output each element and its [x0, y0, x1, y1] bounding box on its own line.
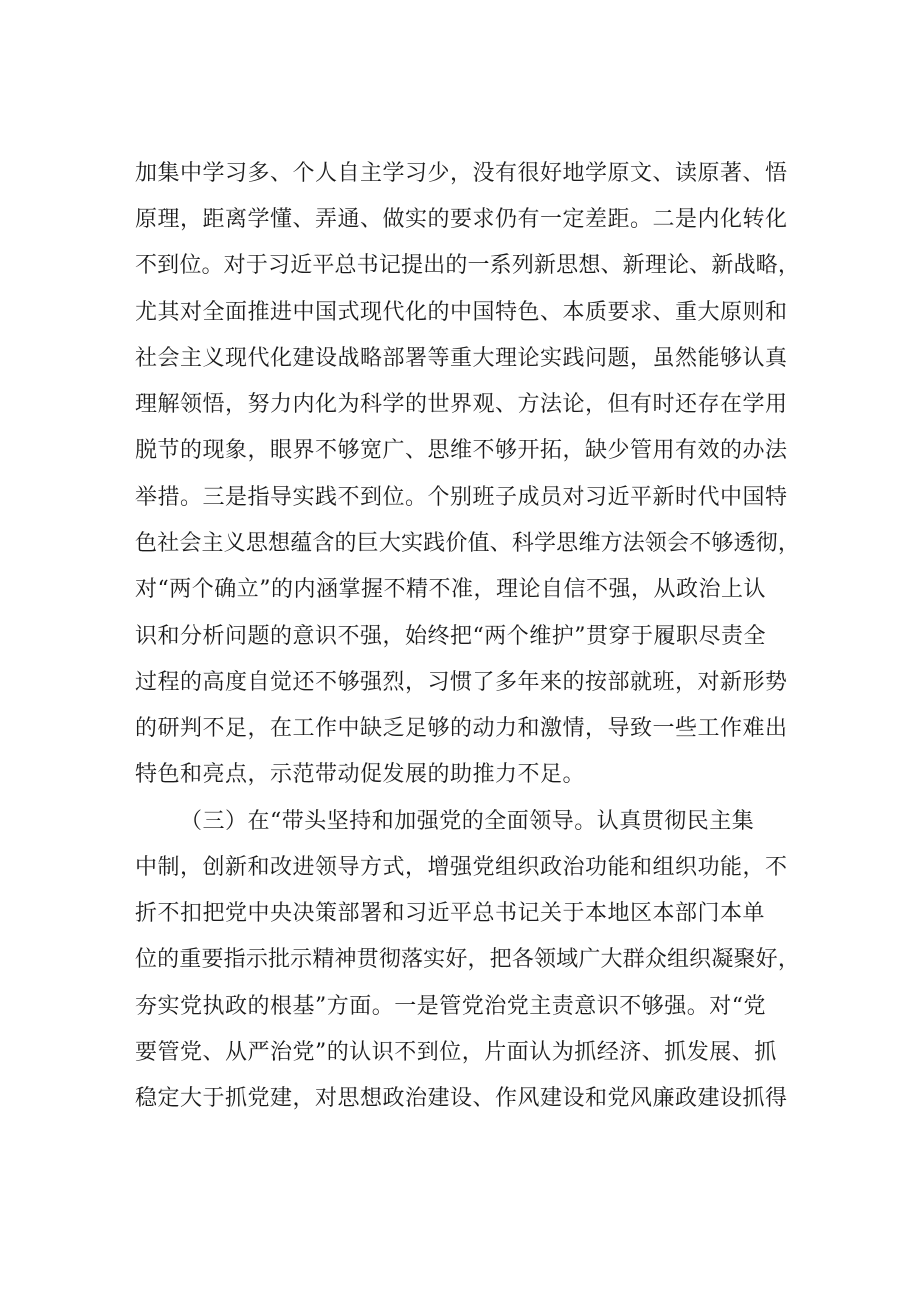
- text-line: 中制，创新和改进领导方式，增强党组织政治功能和组织功能，不: [135, 855, 788, 880]
- text-line: 尤其对全面推进中国式现代化的中国特色、本质要求、重大原则和: [135, 300, 788, 325]
- text-line: 过程的高度自觉还不够强烈，习惯了多年来的按部就班，对新形势: [135, 670, 788, 695]
- text-line: 脱节的现象，眼界不够宽广、思维不够开拓，缺少管用有效的办法: [135, 438, 788, 463]
- text-line: 稳定大于抓党建，对思想政治建设、作风建设和党风廉政建设抓得: [135, 1086, 788, 1111]
- text-line: 特色和亮点，示范带动促发展的助推力不足。: [135, 762, 586, 787]
- text-line: 要管党、从严治党”的认识不到位，片面认为抓经济、抓发展、抓: [135, 1040, 777, 1065]
- text-line: 社会主义现代化建设战略部署等重大理论实践问题，虽然能够认真: [135, 346, 788, 371]
- text-line: 折不扣把党中央决策部署和习近平总书记关于本地区本部门本单: [135, 901, 766, 926]
- paragraph-start-line: （三）在“带头坚持和加强党的全面领导。认真贯彻民主集: [180, 809, 755, 834]
- text-line: 夯实党执政的根基”方面。一是管党治党主责意识不够强。对“党: [135, 994, 766, 1019]
- text-line: 加集中学习多、个人自主学习少，没有很好地学原文、读原著、悟: [135, 161, 788, 186]
- text-line: 对“两个确立”的内涵掌握不精不准，理论自信不强，从政治上认: [135, 577, 766, 602]
- text-line: 举措。三是指导实践不到位。个别班子成员对习近平新时代中国特: [135, 485, 788, 510]
- text-line: 识和分析问题的意识不强，始终把“两个维护”贯穿于履职尽责全: [135, 624, 766, 649]
- text-line: 位的重要指示批示精神贯彻落实好，把各领域广大群众组织凝聚好，: [135, 947, 801, 972]
- text-line: 的研判不足，在工作中缺乏足够的动力和激情，导致一些工作难出: [135, 716, 788, 741]
- text-line: 理解领悟，努力内化为科学的世界观、方法论，但有时还存在学用: [135, 392, 788, 417]
- text-line: 色社会主义思想蕴含的巨大实践价值、科学思维方法领会不够透彻，: [135, 531, 801, 556]
- text-line: 原理，距离学懂、弄通、做实的要求仍有一定差距。二是内化转化: [135, 207, 788, 232]
- text-line: 不到位。对于习近平总书记提出的一系列新思想、新理论、新战略，: [135, 253, 801, 278]
